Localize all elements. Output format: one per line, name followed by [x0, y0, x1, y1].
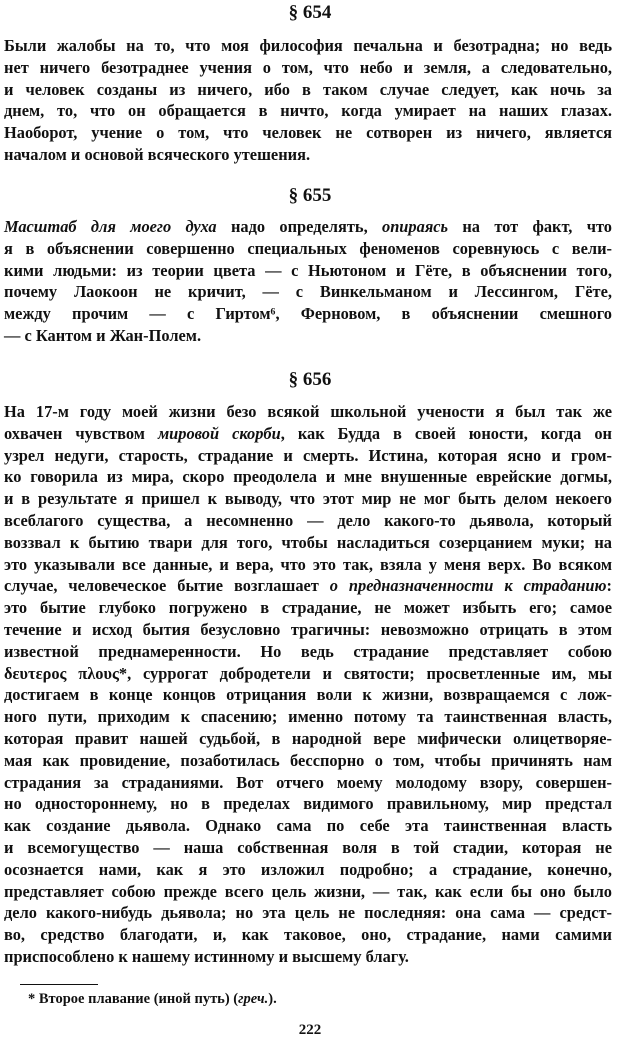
text-run: охвачен чувством — [4, 423, 158, 443]
text-line: воззвал к бытию твари для того, чтобы насладиться созерцанием муки; на — [4, 532, 612, 552]
section-heading-654: § 654 — [288, 2, 332, 23]
text-line: представляет собою прежде всего цель жизни, — так, как если бы оно было — [4, 881, 612, 901]
italic-phrase: опираясь — [382, 217, 449, 236]
text-run: , как Будда в своей юности, когда он — [280, 423, 612, 443]
section-heading-655: § 655 — [288, 185, 332, 206]
text-line — [4, 575, 612, 597]
text-line: нет ничего безотраднее учения о том, что небо и земля, а следовательно, — [4, 57, 612, 77]
text-run: : — [606, 576, 612, 596]
italic-phrase: о предназначенности к страданию — [329, 576, 607, 596]
text-line: Были жалобы на то, что моя философия печальна и безотрадна; но ведь — [4, 36, 612, 55]
italic-phrase: Масштаб для моего духа — [4, 217, 217, 236]
text-line: приспособлено к нашему истинному и высшему благу. — [4, 946, 409, 966]
text-line: страдания за страданиями. Вот отчего моему молодому взору, совершен- — [4, 772, 612, 792]
text-line: дело какого-нибудь дьявола; но эта цель не последняя: она сама — средст- — [4, 903, 612, 923]
text-line: и человек созданы из ничего, ибо в таком случае следует, как ночь за — [4, 79, 612, 99]
text-line: ко говорила из мира, скоро преодолела и мне внушенные еврейские догмы, — [4, 467, 612, 487]
text-run: случае, человеческое бытие возглашает — [4, 576, 330, 596]
text-line: это указывали все данные, и вера, что это так, взяла у меня верх. Во всяком — [4, 554, 612, 574]
text-line: но одностороннему, но в пределах видимого правильному, мир предстал — [4, 794, 612, 814]
footnote-text-end: ). — [268, 991, 277, 1007]
text-line: и в результате я пришел к выводу, что этот мир не мог быть делом некоего — [4, 489, 612, 509]
text-line: которая правит нашей судьбой, в народной вере мифически олицетворяе- — [4, 728, 612, 748]
text-line: кими людьми: из теории цвета — с Ньютоном и Гёте, в объяснении того, — [4, 260, 612, 280]
text-run: на тот факт, что — [448, 217, 612, 236]
text-line: течение и исход бытия безусловно трагичны: невозможно отрицать в этом — [4, 619, 612, 639]
text-line: между прочим — с Гиртом⁶, Ферновом, в объяснении смешного — [4, 304, 612, 324]
text-line: На 17-м году моей жизни безо всякой школьной учености я был так же — [4, 402, 612, 421]
text-line: известной преднамеренности. Но ведь страдание представляет собою — [4, 641, 612, 661]
text-line: осознается нами, как я это изложил подробно; а страдание, конечно, — [4, 859, 612, 879]
section-heading-656: § 656 — [288, 369, 332, 390]
text-run: надо определять, — [216, 217, 382, 236]
text-line: началом и основой всяческого утешения. — [4, 144, 311, 164]
text-line: почему Лаокоон не кричит, — с Винкельманом и Лессингом, Гёте, — [4, 282, 612, 302]
text-line: днем, то, что он обращается в ничто, когда умирает на наших глазах. — [4, 101, 612, 121]
text-line: мая как провидение, позаботилась бесспорно о том, чтобы причинять нам — [4, 750, 612, 770]
page-number: 222 — [298, 1022, 322, 1038]
text-line: достигаем в конце концов отрицания воли к жизни, возвращаемся с лож- — [4, 685, 612, 705]
text-line: как создание дьявола. Однако сама по себе эта таинственная власть — [4, 816, 612, 836]
text-line: это бытие глубоко погружено в страдание, не может избыть его; самое — [4, 598, 612, 618]
text-line: Наоборот, учение о том, что человек не сотворен из ничего, является — [4, 123, 612, 143]
text-line: во, средство благодати, и, как таковое, оно, страдание, нами самими — [4, 925, 612, 945]
paragraph-656 — [4, 401, 612, 968]
text-line: я в объяснении совершенно специальных феноменов соревнуюсь с вели- — [4, 238, 612, 258]
footnote-divider — [20, 984, 98, 985]
text-line: всеблагого существа, а несомненно — дело какого-то дьявола, который — [4, 510, 612, 530]
text-line: — с Кантом и Жан-Полем. — [4, 325, 202, 345]
text-line — [4, 423, 612, 445]
paragraph-654 — [4, 35, 612, 166]
paragraph-655 — [4, 216, 612, 347]
footnote-text: * Второе плавание (иной путь) ( — [28, 991, 239, 1007]
text-line — [4, 216, 612, 238]
footnote — [28, 990, 277, 1008]
italic-phrase: мировой скорби — [157, 423, 281, 443]
footnote-italic: греч. — [238, 991, 269, 1007]
text-line: ного пути, приходим к спасению; именно потому та таинственная власть, — [4, 707, 612, 727]
text-line: и всемогущество — наша собственная воля в той стадии, которая не — [4, 837, 612, 857]
text-line: δευτερος πλους*, суррогат добродетели и святости; просветленные им, мы — [4, 663, 612, 683]
text-line: узрел недуги, старость, страдание и смерть. Истина, которая ясно и гром- — [4, 445, 612, 465]
